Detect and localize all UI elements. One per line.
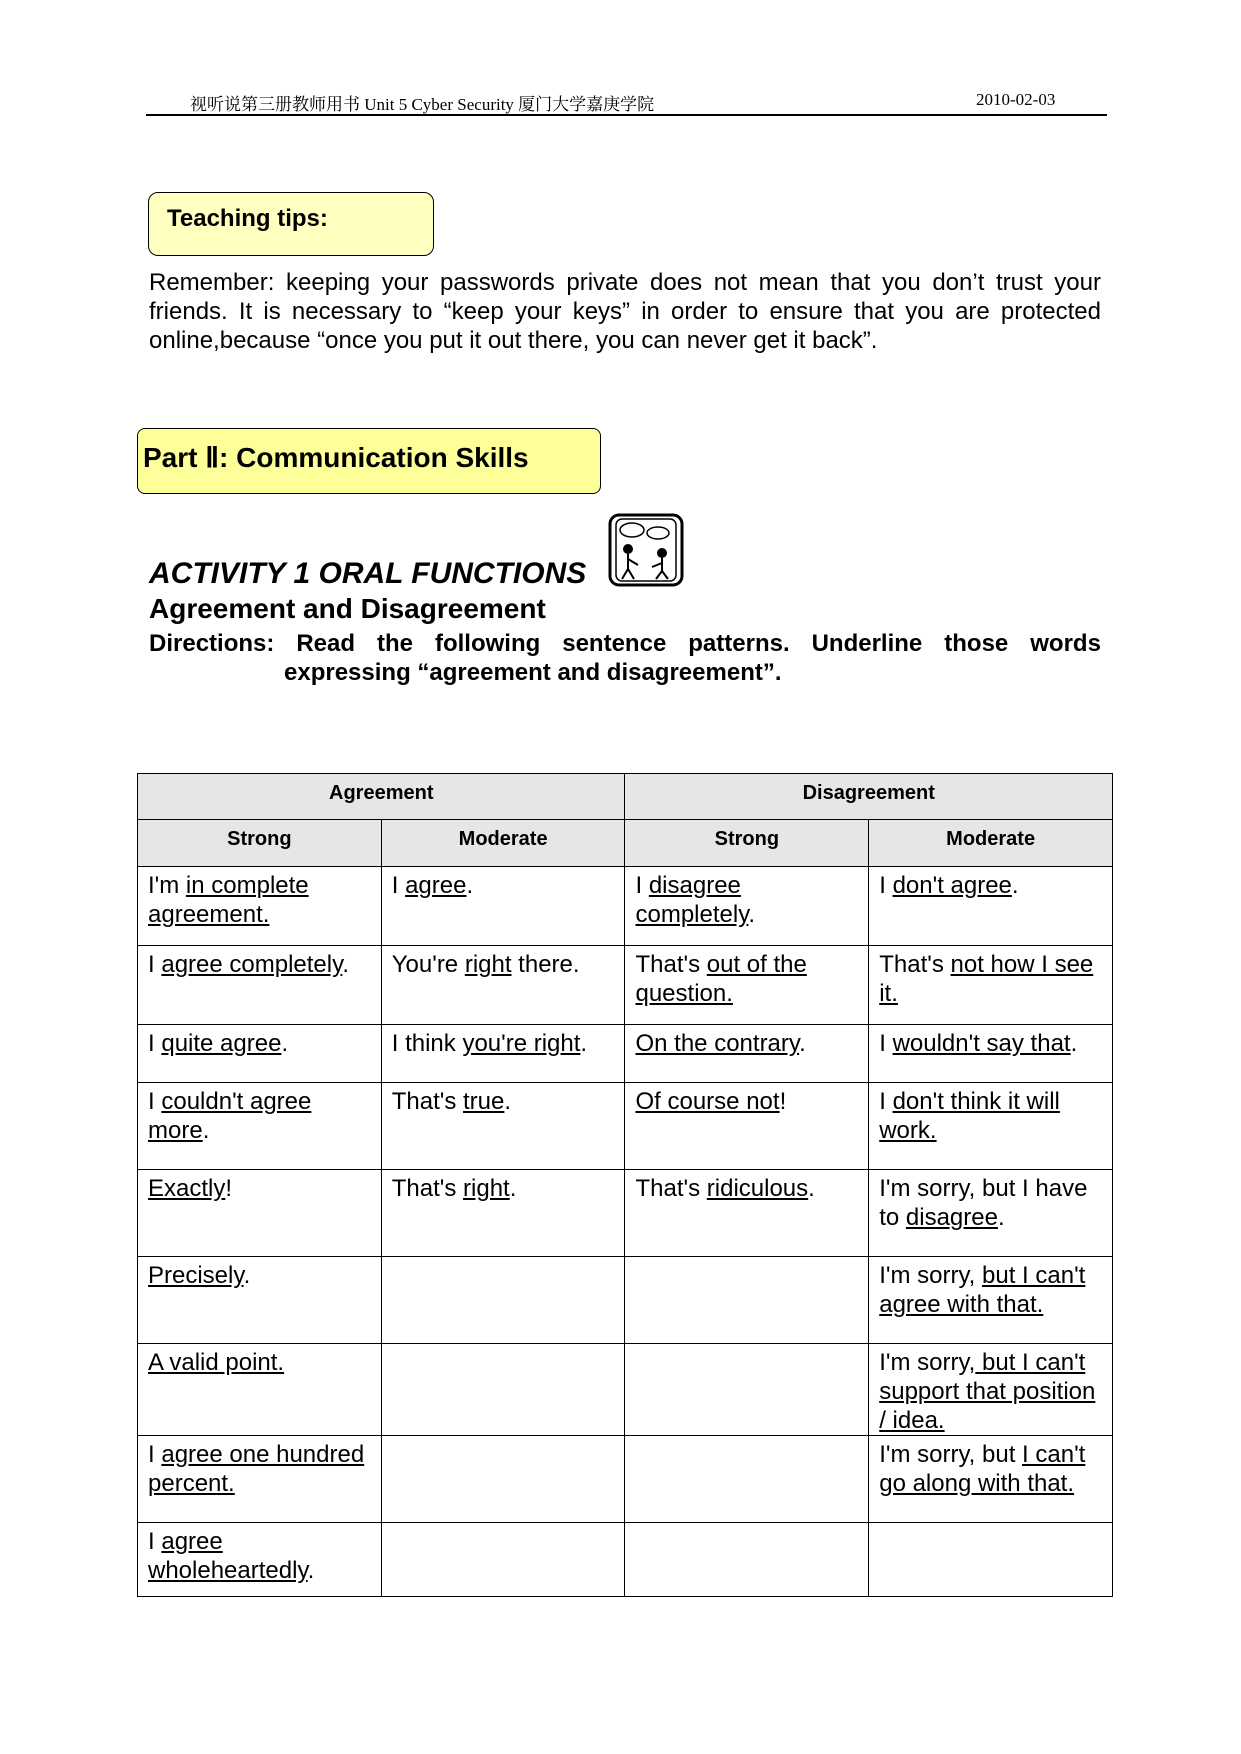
underlined-phrase: A valid point. (148, 1349, 285, 1376)
header-title: 视听说第三册教师用书 Unit 5 Cyber Security 厦门大学嘉庚学院 (190, 95, 655, 114)
directions-word: the (376, 630, 413, 657)
table-cell (138, 1083, 382, 1170)
activity-title: ACTIVITY 1 ORAL FUNCTIONS (149, 557, 587, 590)
phrase-text: . (243, 1262, 251, 1289)
teaching-tips-title: Teaching tips: (167, 205, 328, 232)
table-cell (381, 867, 625, 946)
phrase-text: . (509, 1175, 517, 1202)
table-cell (381, 1025, 625, 1083)
table-row (138, 1025, 1113, 1083)
phrase-text: . (808, 1175, 815, 1202)
phrase-text: . (1070, 1030, 1078, 1057)
underlined-phrase: I can't go along with that. (879, 1441, 1086, 1497)
table-row (138, 1344, 1113, 1436)
part-title-box (137, 428, 601, 494)
table-cell (869, 1257, 1113, 1344)
underlined-phrase: don't agree (892, 872, 1012, 899)
phrase-text: . (997, 1204, 1005, 1231)
underlined-phrase: but I can't support that position / idea. (879, 1349, 1096, 1434)
phrase-text: I (148, 1528, 162, 1555)
underlined-phrase: not how I see it. (879, 951, 1094, 1007)
table-cell (381, 1436, 625, 1523)
agreement-header: Agreement (138, 774, 625, 820)
phrase-text: . (466, 872, 474, 899)
phrase-text: That's (391, 1088, 464, 1115)
agreement-moderate-header: Moderate (381, 820, 625, 867)
phrase-text: . (281, 1030, 289, 1057)
directions-label: Directions: (149, 630, 275, 657)
table-cell (869, 1436, 1113, 1523)
underlined-phrase: you're right (462, 1030, 581, 1057)
agreement-strong-header: Strong (138, 820, 382, 867)
activity-subtitle: Agreement and Disagreement (149, 593, 546, 624)
table-cell (625, 867, 869, 946)
table-cell (869, 946, 1113, 1025)
teaching-tips-box (148, 192, 434, 256)
phrase-text: I (879, 1030, 893, 1057)
phrase-text: I (148, 1441, 162, 1468)
phrase-text: I (391, 872, 406, 899)
phrase-text: . (748, 901, 756, 928)
directions-word: patterns. (688, 630, 790, 657)
directions-word: Read (296, 630, 356, 657)
directions-line-2: expressing “agreement and disagreement”. (284, 659, 782, 686)
table-cell (625, 1257, 869, 1344)
table-row (138, 946, 1113, 1025)
table-cell (625, 1436, 869, 1523)
phrase-text: I'm sorry, but (879, 1441, 1023, 1468)
table-cell (138, 1257, 382, 1344)
table-cell (869, 867, 1113, 946)
underlined-phrase: couldn't agree more (148, 1088, 312, 1144)
table-cell (381, 1523, 625, 1597)
directions-word: following (434, 630, 541, 657)
phrase-text: I (148, 1030, 162, 1057)
phrase-text: ! (779, 1088, 787, 1115)
teaching-tips-text: Remember: keeping your passwords private does not mean that you don’t trust your friends. It is necessary to “keep your keys” in order to ensure that you are protected online,because “once you put it out there, you can never get it back”. (149, 269, 1101, 354)
table-cell (138, 1170, 382, 1257)
table-cell (381, 1257, 625, 1344)
group-header-row (138, 774, 1113, 820)
phrase-text: . (1011, 872, 1019, 899)
phrase-text: . (202, 1117, 210, 1144)
table-cell (625, 946, 869, 1025)
table-row (138, 1436, 1113, 1523)
table-cell (625, 1083, 869, 1170)
underlined-phrase: On the contrary (635, 1030, 800, 1057)
phrase-text: I (148, 951, 162, 978)
phrase-text: That's (635, 951, 707, 978)
table-cell (138, 1436, 382, 1523)
underlined-phrase: disagree (905, 1204, 998, 1231)
table-cell (138, 867, 382, 946)
underlined-phrase: true (463, 1088, 505, 1115)
directions-word: those (944, 630, 1009, 657)
part-title: Part Ⅱ: Communication Skills (143, 442, 529, 473)
phrase-text: I'm (148, 872, 186, 899)
phrase-text: . (307, 1557, 315, 1584)
table-cell (625, 1344, 869, 1436)
phrase-text: I'm sorry, (879, 1349, 976, 1376)
underlined-phrase: right (464, 951, 512, 978)
disagreement-header: Disagreement (625, 774, 1113, 820)
underlined-phrase: wouldn't say that (892, 1030, 1071, 1057)
table-row (138, 1257, 1113, 1344)
table-cell (869, 1025, 1113, 1083)
phrase-text: . (504, 1088, 512, 1115)
underlined-phrase: right (463, 1175, 510, 1202)
header-date: 2010-02-03 (976, 90, 1056, 109)
phrase-text: . (580, 1030, 588, 1057)
underlined-phrase: agree one hundred percent. (148, 1441, 365, 1497)
underlined-phrase: agree (405, 872, 467, 899)
phrase-text: ! (225, 1175, 233, 1202)
underlined-phrase: don't think it will work. (879, 1088, 1060, 1144)
directions (149, 629, 1101, 687)
phrase-text: . (799, 1030, 806, 1057)
phrase-text: I (148, 1088, 162, 1115)
table-row (138, 1083, 1113, 1170)
underlined-phrase: quite agree (161, 1030, 282, 1057)
phrase-text: I'm sorry, but I have to (879, 1175, 1088, 1231)
phrase-text: That's (391, 1175, 464, 1202)
directions-word: sentence (562, 630, 667, 657)
table-cell (869, 1083, 1113, 1170)
underlined-phrase: Precisely (148, 1262, 244, 1289)
phrase-text: I (635, 872, 649, 899)
phrase-text: You're (391, 951, 465, 978)
directions-word: words (1030, 630, 1101, 657)
agreement-disagreement-table (137, 773, 1113, 1597)
table-cell (381, 1170, 625, 1257)
underlined-phrase: wholeheartedly (148, 1557, 308, 1584)
disagreement-moderate-header: Moderate (869, 820, 1113, 867)
table-cell (625, 1523, 869, 1597)
table-row (138, 867, 1113, 946)
sub-header-row (138, 820, 1113, 867)
table-row (138, 1170, 1113, 1257)
table-row (138, 1523, 1113, 1597)
table-cell (869, 1523, 1113, 1597)
table-cell (625, 1025, 869, 1083)
table-cell (869, 1170, 1113, 1257)
table-cell (138, 1344, 382, 1436)
phrase-text: I (879, 872, 893, 899)
phrase-text: I think (391, 1030, 463, 1057)
phrase-text: I (879, 1088, 893, 1115)
phrase-text: I'm sorry, (879, 1262, 983, 1289)
table-cell (625, 1170, 869, 1257)
underlined-phrase: Of course not (635, 1088, 780, 1115)
table-cell (138, 1025, 382, 1083)
table-cell (869, 1344, 1113, 1436)
phrase-text: . (342, 951, 349, 978)
phrase-text: That's (879, 951, 951, 978)
underlined-phrase: Exactly (148, 1175, 226, 1202)
table-cell (138, 946, 382, 1025)
underlined-phrase: agree completely (161, 951, 343, 978)
page-header (146, 90, 1107, 116)
table-cell (138, 1523, 382, 1597)
phrase-text: That's (635, 1175, 707, 1202)
directions-word: Underline (811, 630, 923, 657)
disagreement-strong-header: Strong (625, 820, 869, 867)
underlined-phrase: in complete agreement. (148, 872, 309, 928)
directions-line-1 (149, 629, 1101, 658)
underlined-phrase: agree (161, 1528, 223, 1555)
conversation-icon (608, 513, 684, 587)
phrase-text: there. (511, 951, 580, 978)
table-cell (381, 1083, 625, 1170)
underlined-phrase: ridiculous (706, 1175, 809, 1202)
table-cell (381, 946, 625, 1025)
underlined-phrase: disagree completely (635, 872, 749, 928)
underlined-phrase: but I can't agree with that. (879, 1262, 1086, 1318)
table-cell (381, 1344, 625, 1436)
underlined-phrase: out of the question. (635, 951, 807, 1007)
